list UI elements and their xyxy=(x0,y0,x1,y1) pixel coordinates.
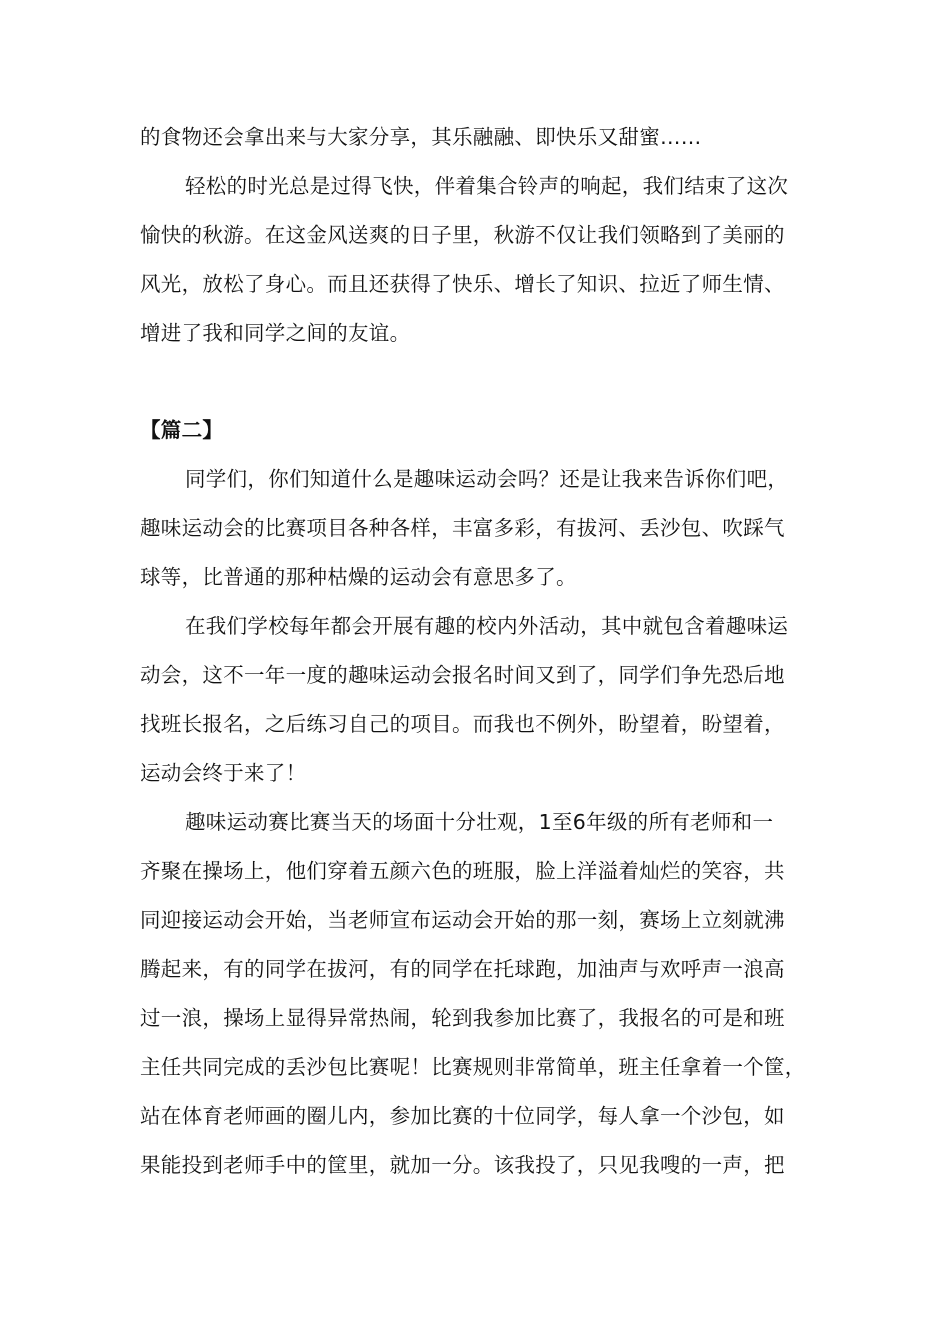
paragraph-line: 运动会终于来了！ xyxy=(140,761,307,785)
paragraph-line: 球等，比普通的那种枯燥的运动会有意思多了。 xyxy=(140,565,577,589)
paragraph-line: 的食物还会拿出来与大家分享，其乐融融、即快乐又甜蜜…… xyxy=(140,125,702,149)
paragraph-line: 过一浪，操场上显得异常热闹，轮到我参加比赛了，我报名的可是和班 xyxy=(140,1006,785,1030)
paragraph-line: 愉快的秋游。在这金风送爽的日子里，秋游不仅让我们领略到了美丽的 xyxy=(140,223,785,247)
paragraph-line: 同学们，你们知道什么是趣味运动会吗？还是让我来告诉你们吧， xyxy=(185,467,789,491)
paragraph-line: 主任共同完成的丢沙包比赛呢！比赛规则非常简单，班主任拿着一个筐， xyxy=(140,1055,806,1079)
paragraph-line: 站在体育老师画的圈儿内，参加比赛的十位同学，每人拿一个沙包，如 xyxy=(140,1104,785,1128)
paragraph-line: 找班长报名，之后练习自己的项目。而我也不例外，盼望着，盼望着， xyxy=(140,712,785,736)
paragraph-line: 趣味运动会的比赛项目各种各样，丰富多彩，有拔河、丢沙包、吹踩气 xyxy=(140,516,785,540)
section-gap xyxy=(140,358,824,406)
paragraph-line: 腾起来，有的同学在拔河，有的同学在托球跑，加油声与欢呼声一浪高 xyxy=(140,957,785,981)
paragraph-line: 在我们学校每年都会开展有趣的校内外活动，其中就包含着趣味运 xyxy=(185,614,789,638)
document-body xyxy=(140,113,824,1190)
paragraph-line: 增进了我和同学之间的友谊。 xyxy=(140,321,411,345)
paragraph-line: 动会，这不一年一度的趣味运动会报名时间又到了，同学们争先恐后地 xyxy=(140,663,785,687)
paragraph-line: 齐聚在操场上，他们穿着五颜六色的班服，脸上洋溢着灿烂的笑容，共 xyxy=(140,859,785,883)
paragraph-line: 趣味运动赛比赛当天的场面十分壮观，1至6年级的所有老师和一 xyxy=(185,810,774,834)
paragraph-line: 风光，放松了身心。而且还获得了快乐、增长了知识、拉近了师生情、 xyxy=(140,272,785,296)
section-heading: 【篇二】 xyxy=(140,418,224,442)
paragraph-line: 同迎接运动会开始，当老师宣布运动会开始的那一刻，赛场上立刻就沸 xyxy=(140,908,785,932)
paragraph-line: 果能投到老师手中的筐里，就加一分。该我投了，只见我嗖的一声，把 xyxy=(140,1153,785,1177)
paragraph-line: 轻松的时光总是过得飞快，伴着集合铃声的响起，我们结束了这次 xyxy=(185,174,789,198)
